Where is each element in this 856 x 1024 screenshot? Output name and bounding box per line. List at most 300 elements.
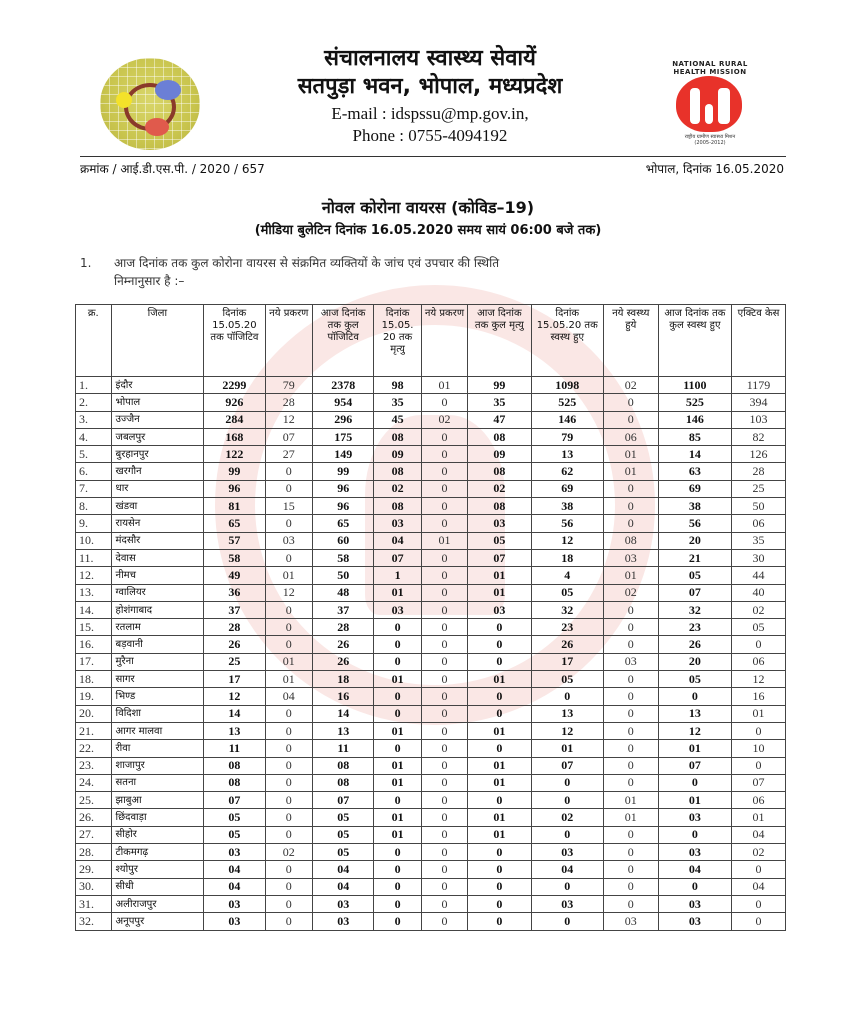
cell-positive-till-15may: 05 <box>204 809 265 826</box>
cell-positive-till-15may: 17 <box>204 671 265 688</box>
cell-district: सतना <box>111 774 204 791</box>
cell-newly-recovered: 0 <box>603 671 658 688</box>
cell-active-cases: 0 <box>732 636 786 653</box>
table-row <box>76 619 786 636</box>
cell-positive-till-15may: 99 <box>204 463 265 480</box>
nrhm-years: (2005-2012) <box>694 140 726 146</box>
cell-positive-till-15may: 168 <box>204 428 265 445</box>
cell-total-recovered: 14 <box>658 446 731 463</box>
cell-total-deaths: 01 <box>468 774 532 791</box>
table-row <box>76 463 786 480</box>
cell-positive-till-15may: 04 <box>204 878 265 895</box>
cell-positive-till-15may: 03 <box>204 913 265 930</box>
cell-total-recovered: 63 <box>658 463 731 480</box>
cell-district: जबलपुर <box>111 428 204 445</box>
table-row <box>76 671 786 688</box>
cell-sno: 14. <box>76 601 112 618</box>
cell-new-deaths: 0 <box>421 861 467 878</box>
cell-positive-till-15may: 14 <box>204 705 265 722</box>
cell-total-recovered: 0 <box>658 878 731 895</box>
cell-sno: 1. <box>76 377 112 394</box>
cell-deaths-till-15may: 0 <box>374 619 421 636</box>
cell-newly-recovered: 0 <box>603 705 658 722</box>
table-row <box>76 567 786 584</box>
cell-recovered-till-15may: 03 <box>531 895 603 912</box>
table-row <box>76 688 786 705</box>
cell-total-recovered: 69 <box>658 480 731 497</box>
cell-recovered-till-15may: 146 <box>531 411 603 428</box>
cell-recovered-till-15may: 1098 <box>531 377 603 394</box>
cell-new-deaths: 0 <box>421 826 467 843</box>
nrhm-subtext <box>672 134 748 146</box>
cell-active-cases: 0 <box>732 861 786 878</box>
cell-total-recovered: 05 <box>658 567 731 584</box>
cell-district: रीवा <box>111 740 204 757</box>
cell-active-cases: 02 <box>732 844 786 861</box>
cell-total-positive: 296 <box>312 411 373 428</box>
cell-active-cases: 28 <box>732 463 786 480</box>
cell-new-cases: 01 <box>265 671 312 688</box>
cell-district: भिण्ड <box>111 688 204 705</box>
cell-positive-till-15may: 25 <box>204 653 265 670</box>
cell-total-deaths: 0 <box>468 878 532 895</box>
cell-positive-till-15may: 2299 <box>204 377 265 394</box>
nrhm-logo <box>660 60 760 152</box>
cell-positive-till-15may: 122 <box>204 446 265 463</box>
header-col-active-cases: एक्टिव केस <box>732 305 786 377</box>
table-row <box>76 878 786 895</box>
cell-new-cases: 0 <box>265 636 312 653</box>
cell-deaths-till-15may: 01 <box>374 757 421 774</box>
cell-district: विदिशा <box>111 705 204 722</box>
cell-recovered-till-15may: 07 <box>531 757 603 774</box>
cell-positive-till-15may: 03 <box>204 844 265 861</box>
cell-deaths-till-15may: 0 <box>374 653 421 670</box>
cell-deaths-till-15may: 09 <box>374 446 421 463</box>
cell-total-positive: 26 <box>312 636 373 653</box>
cell-new-deaths: 0 <box>421 809 467 826</box>
cell-positive-till-15may: 926 <box>204 394 265 411</box>
covid-district-table <box>75 304 786 931</box>
cell-total-deaths: 35 <box>468 394 532 411</box>
table-row <box>76 826 786 843</box>
cell-total-deaths: 01 <box>468 722 532 739</box>
cell-new-cases: 0 <box>265 515 312 532</box>
cell-total-positive: 05 <box>312 809 373 826</box>
cell-total-recovered: 04 <box>658 861 731 878</box>
cell-district: भोपाल <box>111 394 204 411</box>
cell-deaths-till-15may: 08 <box>374 428 421 445</box>
cell-district: अनूपपुर <box>111 913 204 930</box>
cell-active-cases: 0 <box>732 913 786 930</box>
cell-positive-till-15may: 12 <box>204 688 265 705</box>
cell-total-deaths: 01 <box>468 757 532 774</box>
cell-positive-till-15may: 03 <box>204 895 265 912</box>
cell-new-cases: 02 <box>265 844 312 861</box>
cell-total-positive: 03 <box>312 895 373 912</box>
cell-positive-till-15may: 08 <box>204 774 265 791</box>
cell-district: खरगौन <box>111 463 204 480</box>
cell-sno: 4. <box>76 428 112 445</box>
cell-recovered-till-15may: 0 <box>531 774 603 791</box>
cell-newly-recovered: 0 <box>603 498 658 515</box>
header-col-sno: क्र. <box>76 305 112 377</box>
cell-positive-till-15may: 81 <box>204 498 265 515</box>
cell-deaths-till-15may: 01 <box>374 584 421 601</box>
cell-deaths-till-15may: 01 <box>374 671 421 688</box>
cell-positive-till-15may: 284 <box>204 411 265 428</box>
table-row <box>76 636 786 653</box>
cell-newly-recovered: 0 <box>603 636 658 653</box>
cell-total-recovered: 0 <box>658 688 731 705</box>
cell-total-recovered: 85 <box>658 428 731 445</box>
cell-total-positive: 96 <box>312 498 373 515</box>
cell-positive-till-15may: 96 <box>204 480 265 497</box>
cell-sno: 15. <box>76 619 112 636</box>
logo-blue-dot <box>155 80 181 100</box>
cell-newly-recovered: 0 <box>603 601 658 618</box>
cell-total-deaths: 0 <box>468 688 532 705</box>
table-row <box>76 653 786 670</box>
cell-active-cases: 01 <box>732 809 786 826</box>
cell-new-deaths: 0 <box>421 913 467 930</box>
cell-new-cases: 79 <box>265 377 312 394</box>
cell-total-recovered: 01 <box>658 792 731 809</box>
cell-deaths-till-15may: 01 <box>374 809 421 826</box>
cell-new-deaths: 0 <box>421 740 467 757</box>
cell-total-positive: 954 <box>312 394 373 411</box>
cell-total-deaths: 09 <box>468 446 532 463</box>
cell-new-deaths: 0 <box>421 584 467 601</box>
table-row <box>76 601 786 618</box>
cell-new-cases: 0 <box>265 722 312 739</box>
cell-active-cases: 126 <box>732 446 786 463</box>
cell-district: होशंगाबाद <box>111 601 204 618</box>
family-figure-icon <box>705 104 713 124</box>
cell-new-cases: 12 <box>265 411 312 428</box>
cell-newly-recovered: 01 <box>603 446 658 463</box>
cell-recovered-till-15may: 62 <box>531 463 603 480</box>
header-col-positive-till-15may: दिनांक 15.05.20 तक पॉजिटिव <box>204 305 265 377</box>
cell-active-cases: 0 <box>732 757 786 774</box>
cell-newly-recovered: 0 <box>603 826 658 843</box>
cell-active-cases: 05 <box>732 619 786 636</box>
table-row <box>76 757 786 774</box>
cell-deaths-till-15may: 1 <box>374 567 421 584</box>
cell-deaths-till-15may: 0 <box>374 688 421 705</box>
reference-number: क्रमांक / आई.डी.एस.पी. / 2020 / 657 <box>80 162 265 176</box>
cell-recovered-till-15may: 03 <box>531 844 603 861</box>
cell-total-recovered: 20 <box>658 653 731 670</box>
cell-district: रतलाम <box>111 619 204 636</box>
cell-sno: 7. <box>76 480 112 497</box>
cell-sno: 25. <box>76 792 112 809</box>
cell-positive-till-15may: 28 <box>204 619 265 636</box>
cell-district: सीधी <box>111 878 204 895</box>
cell-district: छिंदवाड़ा <box>111 809 204 826</box>
cell-total-positive: 175 <box>312 428 373 445</box>
cell-total-deaths: 08 <box>468 498 532 515</box>
cell-sno: 5. <box>76 446 112 463</box>
cell-total-recovered: 23 <box>658 619 731 636</box>
table-row <box>76 377 786 394</box>
cell-sno: 21. <box>76 722 112 739</box>
cell-active-cases: 35 <box>732 532 786 549</box>
cell-new-deaths: 0 <box>421 878 467 895</box>
cell-new-cases: 03 <box>265 532 312 549</box>
cell-total-deaths: 0 <box>468 913 532 930</box>
cell-newly-recovered: 08 <box>603 532 658 549</box>
cell-newly-recovered: 0 <box>603 878 658 895</box>
cell-active-cases: 0 <box>732 722 786 739</box>
cell-newly-recovered: 01 <box>603 792 658 809</box>
cell-sno: 2. <box>76 394 112 411</box>
cell-newly-recovered: 03 <box>603 653 658 670</box>
logo-yellow-dot <box>116 92 132 108</box>
cell-sno: 31. <box>76 895 112 912</box>
cell-deaths-till-15may: 0 <box>374 792 421 809</box>
cell-positive-till-15may: 11 <box>204 740 265 757</box>
org-phone: Phone : 0755-4094192 <box>352 126 508 145</box>
cell-deaths-till-15may: 01 <box>374 722 421 739</box>
cell-total-recovered: 20 <box>658 532 731 549</box>
cell-deaths-till-15may: 45 <box>374 411 421 428</box>
cell-new-deaths: 0 <box>421 688 467 705</box>
cell-recovered-till-15may: 05 <box>531 671 603 688</box>
cell-deaths-till-15may: 0 <box>374 861 421 878</box>
cell-recovered-till-15may: 12 <box>531 532 603 549</box>
cell-total-positive: 37 <box>312 601 373 618</box>
table-row <box>76 428 786 445</box>
cell-recovered-till-15may: 525 <box>531 394 603 411</box>
cell-district: नीमच <box>111 567 204 584</box>
cell-total-deaths: 0 <box>468 619 532 636</box>
cell-newly-recovered: 0 <box>603 774 658 791</box>
bulletin-subtitle: (मीडिया बुलेटिन दिनांक 16.05.2020 समय सायं 06:00 बजे तक) <box>254 223 602 238</box>
cell-active-cases: 12 <box>732 671 786 688</box>
header-col-total-recovered: आज दिनांक तक कुल स्वस्थ हुए <box>658 305 731 377</box>
cell-recovered-till-15may: 12 <box>531 722 603 739</box>
cell-recovered-till-15may: 13 <box>531 446 603 463</box>
cell-total-recovered: 525 <box>658 394 731 411</box>
cell-active-cases: 44 <box>732 567 786 584</box>
cell-recovered-till-15may: 0 <box>531 913 603 930</box>
cell-new-deaths: 0 <box>421 671 467 688</box>
cell-sno: 16. <box>76 636 112 653</box>
cell-active-cases: 82 <box>732 428 786 445</box>
cell-recovered-till-15may: 18 <box>531 549 603 566</box>
table-body <box>76 377 786 931</box>
cell-total-deaths: 0 <box>468 895 532 912</box>
cell-deaths-till-15may: 0 <box>374 913 421 930</box>
table-row <box>76 532 786 549</box>
cell-total-recovered: 13 <box>658 705 731 722</box>
nrhm-ring-text: NATIONAL RURAL HEALTH MISSION <box>672 60 748 76</box>
header-col-total-deaths: आज दिनांक तक कुल मृत्यु <box>468 305 532 377</box>
cell-total-recovered: 1100 <box>658 377 731 394</box>
cell-new-cases: 0 <box>265 619 312 636</box>
cell-total-positive: 60 <box>312 532 373 549</box>
para-line2: निम्नानुसार है :– <box>114 274 185 288</box>
place-date: भोपाल, दिनांक 16.05.2020 <box>645 162 784 176</box>
cell-total-positive: 08 <box>312 757 373 774</box>
cell-new-deaths: 0 <box>421 774 467 791</box>
cell-total-deaths: 01 <box>468 567 532 584</box>
cell-deaths-till-15may: 08 <box>374 463 421 480</box>
cell-newly-recovered: 03 <box>603 549 658 566</box>
cell-total-positive: 48 <box>312 584 373 601</box>
cell-sno: 27. <box>76 826 112 843</box>
cell-positive-till-15may: 07 <box>204 792 265 809</box>
cell-total-positive: 03 <box>312 913 373 930</box>
table-row <box>76 515 786 532</box>
cell-new-deaths: 0 <box>421 567 467 584</box>
letterhead <box>230 45 630 147</box>
cell-sno: 32. <box>76 913 112 930</box>
cell-total-positive: 2378 <box>312 377 373 394</box>
cell-total-recovered: 03 <box>658 895 731 912</box>
cell-newly-recovered: 06 <box>603 428 658 445</box>
table-row <box>76 446 786 463</box>
cell-total-deaths: 01 <box>468 584 532 601</box>
cell-new-cases: 0 <box>265 878 312 895</box>
table-row <box>76 792 786 809</box>
cell-sno: 18. <box>76 671 112 688</box>
table-row <box>76 584 786 601</box>
cell-total-positive: 26 <box>312 653 373 670</box>
cell-district: बुरहानपुर <box>111 446 204 463</box>
cell-new-cases: 01 <box>265 567 312 584</box>
cell-total-recovered: 01 <box>658 740 731 757</box>
cell-newly-recovered: 0 <box>603 515 658 532</box>
header-col-new-cases: नये प्रकरण <box>265 305 312 377</box>
cell-district: श्योपुर <box>111 861 204 878</box>
cell-deaths-till-15may: 02 <box>374 480 421 497</box>
cell-positive-till-15may: 04 <box>204 861 265 878</box>
cell-recovered-till-15may: 69 <box>531 480 603 497</box>
cell-recovered-till-15may: 26 <box>531 636 603 653</box>
cell-total-recovered: 03 <box>658 913 731 930</box>
cell-new-deaths: 0 <box>421 428 467 445</box>
header-col-district: जिला <box>111 305 204 377</box>
header-divider <box>80 156 786 157</box>
nrhm-hindi-text: राष्ट्रीय ग्रामीण स्वास्थ्य मिशन <box>684 134 736 140</box>
cell-positive-till-15may: 36 <box>204 584 265 601</box>
cell-newly-recovered: 0 <box>603 895 658 912</box>
cell-total-positive: 13 <box>312 722 373 739</box>
cell-new-cases: 0 <box>265 463 312 480</box>
cell-sno: 29. <box>76 861 112 878</box>
cell-newly-recovered: 01 <box>603 809 658 826</box>
cell-deaths-till-15may: 08 <box>374 498 421 515</box>
cell-total-positive: 65 <box>312 515 373 532</box>
cell-total-positive: 04 <box>312 861 373 878</box>
cell-district: शाजापुर <box>111 757 204 774</box>
cell-total-positive: 50 <box>312 567 373 584</box>
cell-new-deaths: 0 <box>421 463 467 480</box>
cell-recovered-till-15may: 32 <box>531 601 603 618</box>
cell-sno: 28. <box>76 844 112 861</box>
cell-new-cases: 0 <box>265 549 312 566</box>
cell-new-deaths: 0 <box>421 844 467 861</box>
cell-recovered-till-15may: 13 <box>531 705 603 722</box>
cell-active-cases: 07 <box>732 774 786 791</box>
cell-sno: 26. <box>76 809 112 826</box>
family-figure-icon <box>690 88 700 124</box>
cell-sno: 22. <box>76 740 112 757</box>
cell-total-deaths: 99 <box>468 377 532 394</box>
cell-district: ग्वालियर <box>111 584 204 601</box>
cell-deaths-till-15may: 01 <box>374 826 421 843</box>
cell-positive-till-15may: 08 <box>204 757 265 774</box>
cell-new-deaths: 01 <box>421 377 467 394</box>
cell-sno: 9. <box>76 515 112 532</box>
cell-deaths-till-15may: 01 <box>374 774 421 791</box>
org-address: सतपुड़ा भवन, भोपाल, मध्यप्रदेश <box>297 74 563 99</box>
cell-total-positive: 11 <box>312 740 373 757</box>
cell-new-cases: 0 <box>265 705 312 722</box>
cell-new-deaths: 0 <box>421 653 467 670</box>
cell-total-recovered: 0 <box>658 774 731 791</box>
cell-new-deaths: 0 <box>421 601 467 618</box>
cell-total-deaths: 03 <box>468 601 532 618</box>
cell-sno: 8. <box>76 498 112 515</box>
cell-new-deaths: 0 <box>421 705 467 722</box>
cell-deaths-till-15may: 0 <box>374 740 421 757</box>
org-email: E-mail : idspssu@mp.gov.in, <box>331 104 529 123</box>
cell-active-cases: 16 <box>732 688 786 705</box>
cell-total-deaths: 05 <box>468 532 532 549</box>
cell-recovered-till-15may: 23 <box>531 619 603 636</box>
cell-district: मुरैना <box>111 653 204 670</box>
cell-total-deaths: 0 <box>468 792 532 809</box>
cell-new-cases: 0 <box>265 480 312 497</box>
cell-newly-recovered: 0 <box>603 740 658 757</box>
cell-active-cases: 04 <box>732 826 786 843</box>
header-col-recovered-till-15may: दिनांक 15.05.20 तक स्वस्थ हुए <box>531 305 603 377</box>
cell-active-cases: 10 <box>732 740 786 757</box>
cell-newly-recovered: 0 <box>603 861 658 878</box>
cell-recovered-till-15may: 0 <box>531 688 603 705</box>
cell-district: धार <box>111 480 204 497</box>
cell-total-recovered: 32 <box>658 601 731 618</box>
cell-new-cases: 0 <box>265 913 312 930</box>
cell-new-deaths: 0 <box>421 394 467 411</box>
cell-new-cases: 07 <box>265 428 312 445</box>
cell-active-cases: 04 <box>732 878 786 895</box>
cell-active-cases: 06 <box>732 792 786 809</box>
cell-newly-recovered: 02 <box>603 377 658 394</box>
cell-newly-recovered: 02 <box>603 584 658 601</box>
cell-deaths-till-15may: 35 <box>374 394 421 411</box>
cell-total-positive: 05 <box>312 844 373 861</box>
header-col-newly-recovered: नये स्वस्थ्य हुये <box>603 305 658 377</box>
cell-active-cases: 394 <box>732 394 786 411</box>
cell-deaths-till-15may: 0 <box>374 895 421 912</box>
cell-active-cases: 30 <box>732 549 786 566</box>
cell-total-deaths: 03 <box>468 515 532 532</box>
table-row <box>76 480 786 497</box>
cell-active-cases: 40 <box>732 584 786 601</box>
cell-total-deaths: 0 <box>468 705 532 722</box>
cell-new-deaths: 0 <box>421 792 467 809</box>
cell-new-cases: 0 <box>265 774 312 791</box>
cell-recovered-till-15may: 4 <box>531 567 603 584</box>
cell-positive-till-15may: 05 <box>204 826 265 843</box>
para-line1: आज दिनांक तक कुल कोरोना वायरस से संक्रमित व्यक्तियों के जांच एवं उपचार की स्थिति <box>114 256 500 270</box>
cell-newly-recovered: 0 <box>603 757 658 774</box>
cell-total-recovered: 03 <box>658 809 731 826</box>
